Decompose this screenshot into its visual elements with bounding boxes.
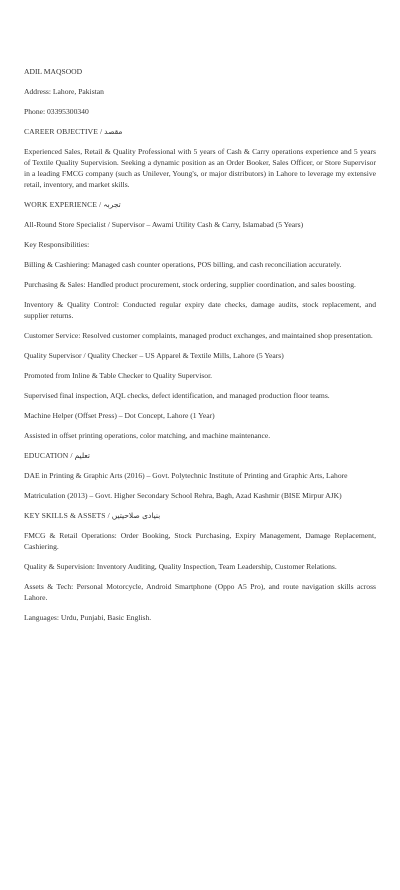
education-heading: [24, 450, 376, 461]
skill-assets: Assets & Tech: Personal Motorcycle, Android Smartphone (Oppo A5 Pro), and route navigation skills across Lahore.: [24, 582, 376, 602]
job3-assisted: Assisted in offset printing operations, color matching, and machine maintenance.: [24, 431, 271, 440]
job2-supervised: Supervised final inspection, AQL checks, defect identification, and managed production floor teams.: [24, 391, 330, 400]
career-objective-text: Experienced Sales, Retail & Quality Professional with 5 years of Cash & Carry operations experience and 5 years of Textile Quality Supervision. Seeking a dynamic position as an Order Booker, Sales Officer, or Store Supervisor in a leading FMCG company (such as Unilever, Young's, or major distributors) in Lahore to leverage my extensive retail, inventory, and market skills.: [24, 147, 376, 189]
responsibility-purchasing: Purchasing & Sales: Handled product procurement, stock ordering, supplier coordination, and sales boosting.: [24, 280, 356, 289]
phone-line: Phone: 03395300340: [24, 107, 89, 116]
work-experience-heading: [24, 199, 376, 210]
responsibility-inventory: Inventory & Quality Control: Conducted regular expiry date checks, damage audits, stock replacement, and supplier returns.: [24, 300, 376, 320]
key-responsibilities-label: Key Responsibilities:: [24, 240, 90, 249]
job-title-quality-supervisor: Quality Supervisor / Quality Checker – US Apparel & Textile Mills, Lahore (5 Years): [24, 351, 284, 360]
candidate-name: ADIL MAQSOOD: [24, 67, 83, 76]
skill-quality: Quality & Supervision: Inventory Auditing, Quality Inspection, Team Leadership, Customer Relations.: [24, 562, 337, 571]
education-heading-label: EDUCATION /: [24, 451, 75, 460]
skills-heading-urdu: بنیادی صلاحیتیں: [111, 511, 161, 520]
work-experience-heading-label: WORK EXPERIENCE /: [24, 200, 104, 209]
skills-heading: [24, 510, 376, 521]
skill-languages: Languages: Urdu, Punjabi, Basic English.: [24, 613, 152, 622]
job-title-store-specialist: All-Round Store Specialist / Supervisor – Awami Utility Cash & Carry, Islamabad (5 Years): [24, 220, 304, 229]
career-objective-heading-urdu: مقصد: [104, 127, 123, 136]
job-title-machine-helper: Machine Helper (Offset Press) – Dot Concept, Lahore (1 Year): [24, 411, 215, 420]
education-matriculation: Matriculation (2013) – Govt. Higher Secondary School Rehra, Bagh, Azad Kashmir (BISE Mirpur AJK): [24, 491, 342, 500]
education-dae: DAE in Printing & Graphic Arts (2016) – Govt. Polytechnic Institute of Printing and Graphic Arts, Lahore: [24, 471, 348, 480]
career-objective-heading-label: CAREER OBJECTIVE /: [24, 127, 105, 136]
address-line: Address: Lahore, Pakistan: [24, 87, 104, 96]
responsibility-customer-service: Customer Service: Resolved customer complaints, managed product exchanges, and maintained shop presentation.: [24, 331, 373, 340]
skills-heading-label: KEY SKILLS & ASSETS /: [24, 511, 112, 520]
career-objective-heading: [24, 126, 376, 137]
education-heading-urdu: تعلیم: [74, 451, 91, 460]
responsibility-billing: Billing & Cashiering: Managed cash counter operations, POS billing, and cash reconciliation accurately.: [24, 260, 342, 269]
work-experience-heading-urdu: تجربہ: [103, 200, 121, 209]
job2-promoted: Promoted from Inline & Table Checker to Quality Supervisor.: [24, 371, 213, 380]
skill-fmcg: FMCG & Retail Operations: Order Booking, Stock Purchasing, Expiry Management, Damage Replacement, Cashiering.: [24, 531, 376, 551]
